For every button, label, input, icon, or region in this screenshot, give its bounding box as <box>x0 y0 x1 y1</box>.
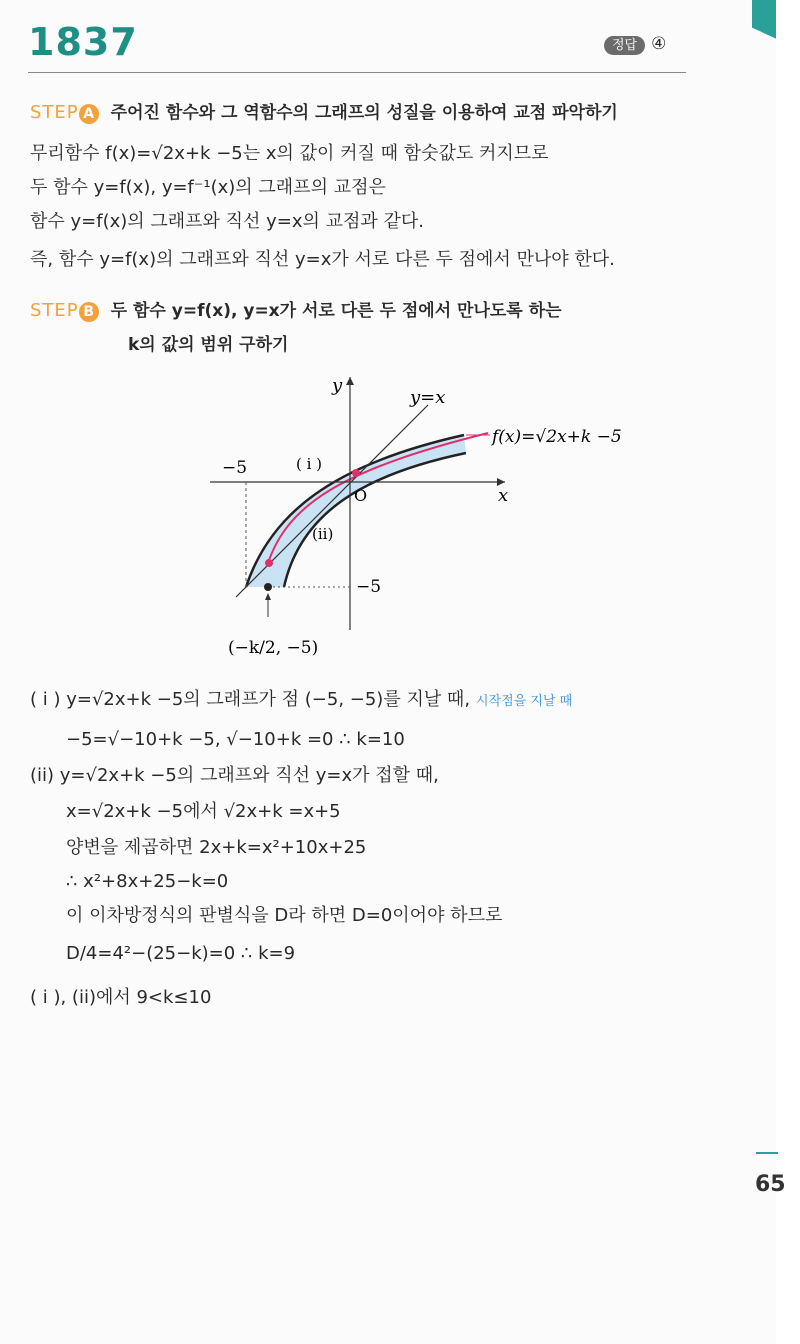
step-b-label: STEP <box>30 300 79 321</box>
solution-line-8: D/4=4²−(25−k)=0 ∴ k=9 <box>66 943 296 964</box>
solution-line-2: −5=√−10+k −5, √−10+k =0 ∴ k=10 <box>66 729 405 750</box>
case-i-label: ( i ) <box>296 455 323 473</box>
label-minus5-x: −5 <box>222 458 248 478</box>
shaded-region <box>246 435 466 587</box>
y-axis-arrow <box>346 377 354 385</box>
y-axis-label: y <box>332 375 343 396</box>
solution-line-4: x=√2x+k −5에서 √2x+k =x+5 <box>66 801 341 822</box>
tangent-point <box>265 559 273 567</box>
start-point <box>264 583 272 591</box>
step-a-letter: A <box>79 104 99 124</box>
step-b-title-2: k의 값의 범위 구하기 <box>128 335 289 355</box>
solution-line-3: (ii) y=√2x+k −5의 그래프와 직선 y=x가 접할 때, <box>30 765 439 786</box>
answer-badge: 정답 <box>604 36 645 55</box>
side-divider <box>756 1152 778 1154</box>
label-minus5-y: −5 <box>356 577 382 597</box>
step-a-heading <box>30 98 618 124</box>
side-note: 시작점을 지날 때 <box>476 694 573 709</box>
step-a-line-3: 함수 y=f(x)의 그래프와 직선 y=x의 교점과 같다. <box>30 211 425 232</box>
intersection-point <box>352 469 360 477</box>
curve-label: f(x)=√2x+k −5 <box>492 427 622 447</box>
x-axis-label: x <box>498 485 509 506</box>
solution-line-7: 이 이차방정식의 판별식을 D라 하면 D=0이어야 하므로 <box>66 905 503 926</box>
case-ii-label: (ii) <box>312 525 334 543</box>
step-a-line-1: 무리함수 f(x)=√2x+k −5는 x의 값이 커질 때 함숫값도 커지므로 <box>30 143 549 164</box>
step-b-letter: B <box>79 302 99 322</box>
page-number: 65 <box>755 1172 786 1197</box>
answer-box <box>604 34 666 54</box>
step-a-line-4: 즉, 함수 y=f(x)의 그래프와 직선 y=x가 서로 다른 두 점에서 만나야 한다. <box>30 249 615 270</box>
start-point-label: (−k/2, −5) <box>228 638 319 658</box>
solution-line-6: ∴ x²+8x+25−k=0 <box>66 871 229 892</box>
step-a-label: STEP <box>30 102 79 123</box>
answer-value: ④ <box>651 34 667 54</box>
problem-number: 1837 <box>28 20 138 64</box>
step-b-title-1: 두 함수 y=f(x), y=x가 서로 다른 두 점에서 만나도록 하는 <box>110 301 562 321</box>
solution-line-5: 양변을 제곱하면 2x+k=x²+10x+25 <box>66 837 367 858</box>
solution-line-1: ( i ) y=√2x+k −5의 그래프가 점 (−5, −5)를 지날 때, 시작점을 지날 때 <box>30 689 573 710</box>
step-b-heading <box>30 296 562 322</box>
line-label: y=x <box>410 387 446 408</box>
solution-line-9: ( i ), (ii)에서 9<k≤10 <box>30 987 212 1008</box>
line-y-equals-x <box>236 405 428 597</box>
step-a-line-2: 두 함수 y=f(x), y=f⁻¹(x)의 그래프의 교점은 <box>30 177 386 198</box>
step-a-title: 주어진 함수와 그 역함수의 그래프의 성질을 이용하여 교점 파악하기 <box>110 103 618 123</box>
origin-label: O <box>354 486 368 505</box>
function-graph <box>0 365 760 675</box>
page-edge <box>776 0 800 1344</box>
header-divider <box>28 72 686 73</box>
